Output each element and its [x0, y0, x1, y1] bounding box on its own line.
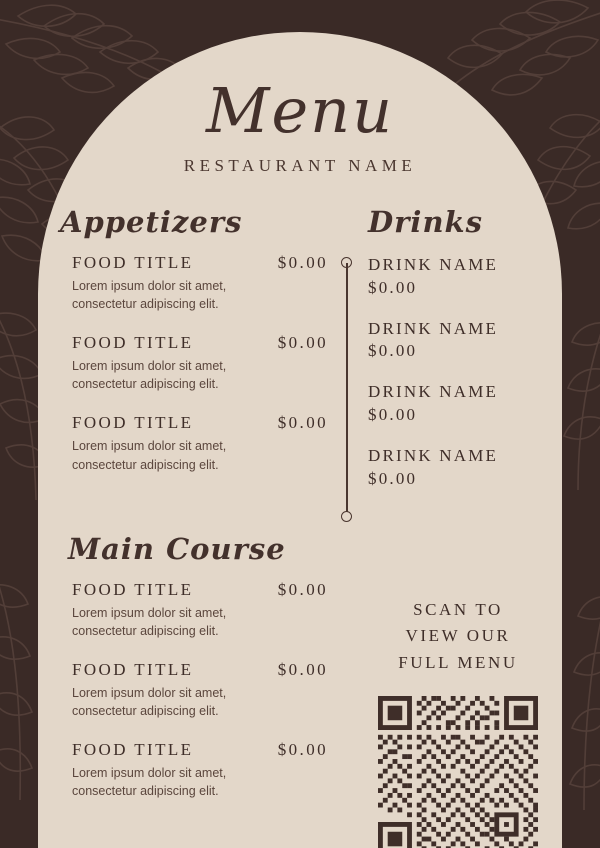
menu-item-row: [60, 660, 332, 680]
menu-item: [60, 580, 332, 640]
drink-price: $0.00: [368, 341, 418, 361]
drink-name: DRINK NAME: [368, 446, 499, 466]
drink-price: $0.00: [368, 277, 418, 297]
menu-item-price: $0.00: [277, 333, 328, 353]
menu-item-name: FOOD TITLE: [72, 333, 194, 353]
drink-item: [368, 380, 548, 427]
page-title: Menu: [205, 74, 395, 147]
menu-item-row: [60, 333, 332, 353]
drink-price: $0.00: [368, 468, 418, 488]
scan-line-2: VIEW OUR: [405, 626, 511, 646]
menu-item-name: FOOD TITLE: [72, 413, 194, 433]
divider-dot-bottom: [341, 511, 352, 522]
menu-item-name: FOOD TITLE: [72, 740, 194, 760]
qr-code-icon[interactable]: [378, 696, 538, 848]
qr-section: [368, 597, 548, 848]
menu-item-price: $0.00: [277, 659, 328, 679]
drink-price: $0.00: [368, 405, 418, 425]
drink-item: [368, 444, 548, 491]
menu-item-row: [60, 413, 332, 433]
menu-item-description: Lorem ipsum dolor sit amet, consectetur adipiscing elit.: [72, 278, 227, 312]
drink-name: DRINK NAME: [368, 382, 499, 402]
menu-item-name: FOOD TITLE: [72, 579, 194, 599]
section-heading-appetizers: Appetizers: [60, 205, 243, 239]
menu-item-row: [60, 253, 332, 273]
menu-item: [60, 253, 332, 313]
menu-item-description: Lorem ipsum dolor sit amet, consectetur adipiscing elit.: [72, 439, 227, 472]
menu-item-price: $0.00: [277, 579, 328, 599]
scan-line-1: SCAN TO: [413, 600, 503, 619]
menu-item-name: FOOD TITLE: [72, 252, 194, 272]
section-heading-drinks: Drinks: [368, 205, 483, 239]
menu-item-price: $0.00: [277, 252, 328, 272]
restaurant-name: RESTAURANT NAME: [183, 156, 417, 175]
menu-item-price: $0.00: [277, 740, 328, 760]
menu-columns: [38, 207, 562, 847]
menu-item-price: $0.00: [277, 413, 328, 433]
left-column: [60, 207, 332, 820]
menu-item-description: Lorem ipsum dolor sit amet, consectetur adipiscing elit.: [72, 685, 227, 718]
section-heading-main-course: Main Course: [68, 531, 286, 566]
menu-item-description: Lorem ipsum dolor sit amet, consectetur adipiscing elit.: [72, 766, 227, 799]
menu-item-description: Lorem ipsum dolor sit amet, consectetur adipiscing elit.: [72, 359, 227, 392]
menu-item-row: [60, 740, 332, 760]
drink-item: [368, 253, 548, 300]
drink-name: DRINK NAME: [368, 318, 499, 338]
menu-item-name: FOOD TITLE: [72, 659, 194, 679]
menu-item: [60, 740, 332, 800]
drink-item: [368, 317, 548, 364]
divider-line: [346, 263, 348, 517]
menu-item-description: Lorem ipsum dolor sit amet, consectetur adipiscing elit.: [72, 605, 227, 638]
menu-item: [60, 413, 332, 473]
scan-line-3: FULL MENU: [398, 652, 518, 672]
menu-item-row: [60, 580, 332, 600]
right-column: [368, 207, 548, 508]
column-divider: [340, 257, 354, 523]
menu-item: [60, 660, 332, 720]
drink-name: DRINK NAME: [368, 254, 499, 274]
menu-item: [60, 333, 332, 393]
menu-card: [38, 32, 562, 848]
